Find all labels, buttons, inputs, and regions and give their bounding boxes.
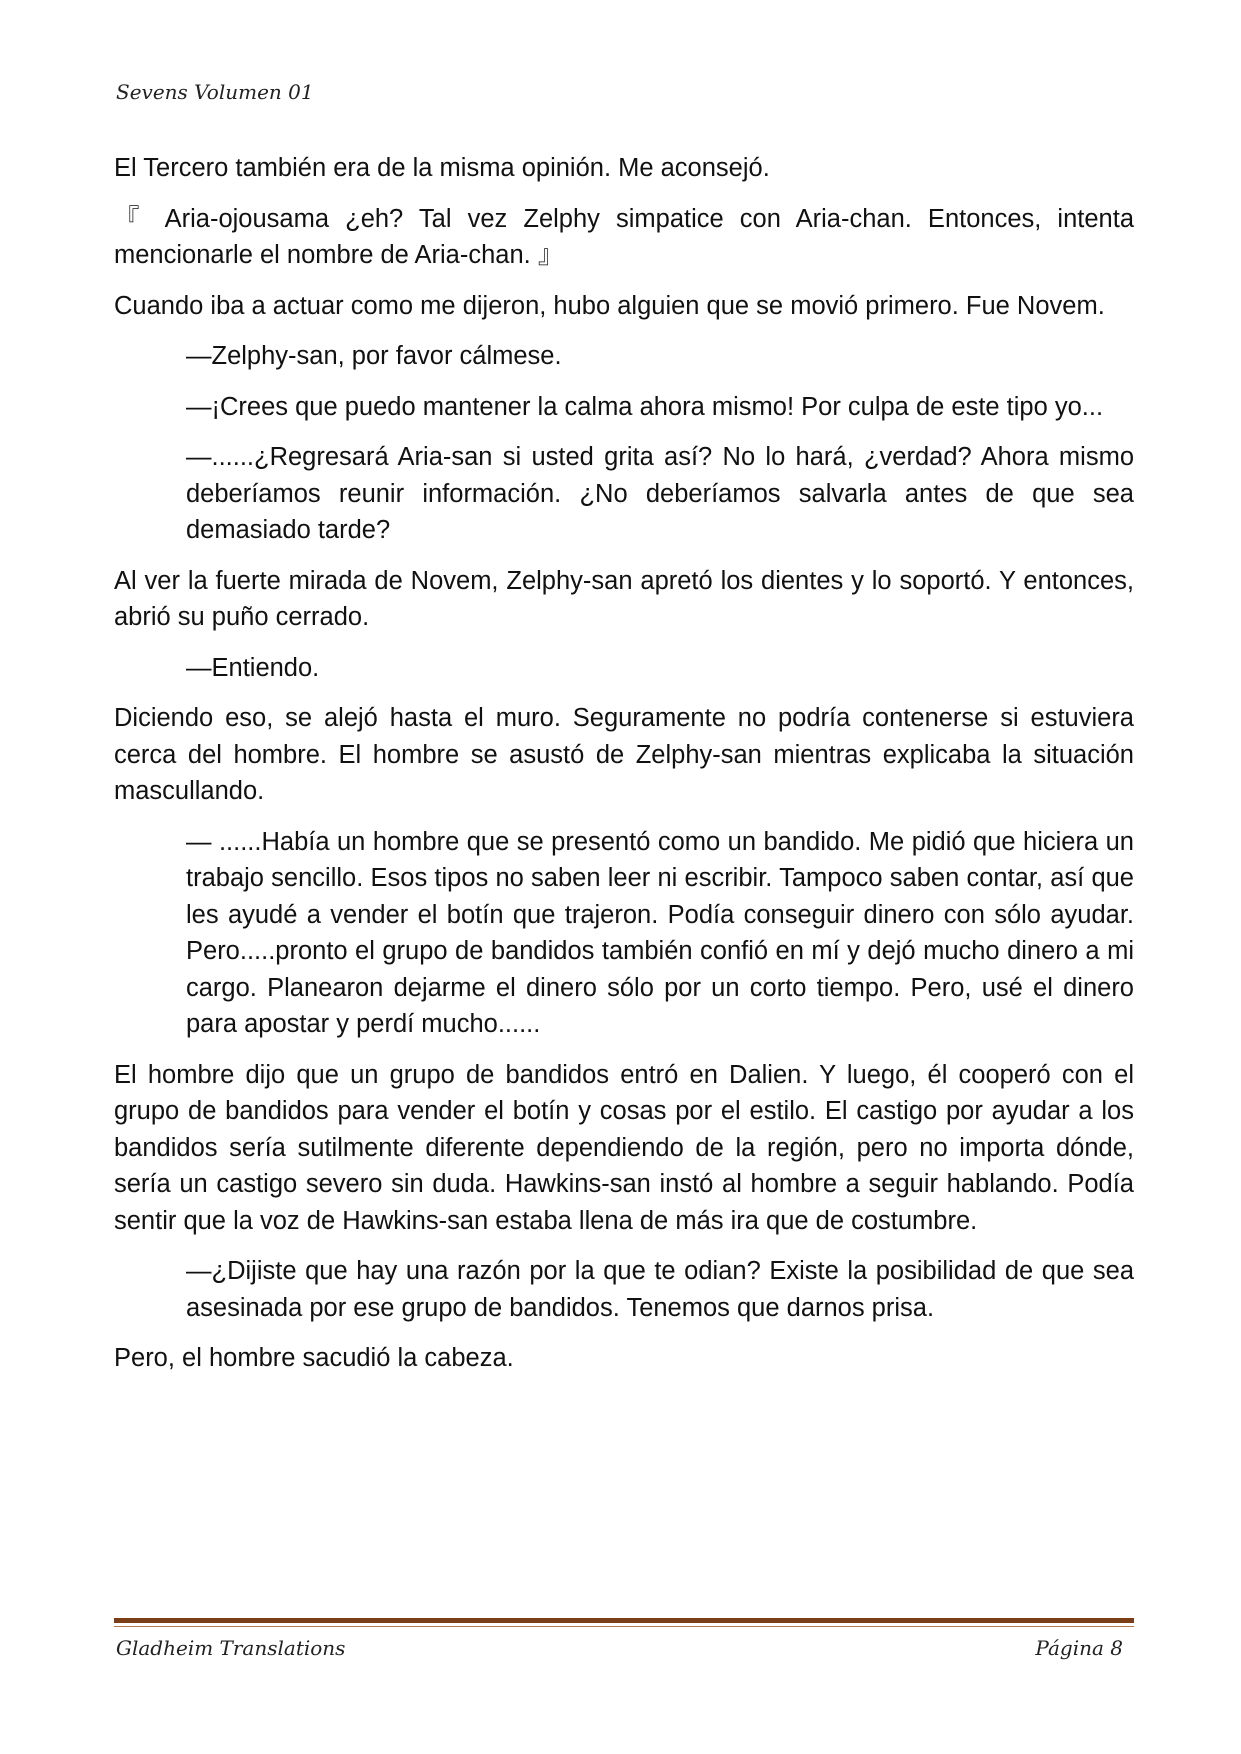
- footer-credit: Gladheim Translations: [116, 1636, 346, 1660]
- paragraph: Al ver la fuerte mirada de Novem, Zelphy-san apretó los dientes y lo soportó. Y entonces, abrió su puño cerrado.: [114, 566, 1134, 631]
- footer-rule: [114, 1618, 1134, 1623]
- dialogue-paragraph: —Zelphy-san, por favor cálmese.: [186, 342, 562, 370]
- page-number: Página 8: [1035, 1636, 1123, 1660]
- dialogue-paragraph: —¿Dijiste que hay una razón por la que te odian? Existe la posibilidad de que sea asesinada por ese grupo de bandidos. Tenemos que darnos prisa.: [186, 1257, 1134, 1322]
- dialogue-paragraph: — ......Había un hombre que se presentó como un bandido. Me pidió que hiciera un trabajo sencillo. Esos tipos no saben leer ni escribir. Tampoco saben contar, así que les ayudé a vender el botín que trajeron. Podía conseguir dinero con sólo ayudar. Pero.....pronto el grupo de bandidos también confió en mí y dejó mucho dinero a mi cargo. Planearon dejarme el dinero sólo por un corto tiempo. Pero, usé el dinero para apostar y perdí mucho......: [186, 827, 1134, 1038]
- paragraph: Diciendo eso, se alejó hasta el muro. Seguramente no podría contenerse si estuviera cerca del hombre. El hombre se asustó de Zelphy-san mientras explicaba la situación mascullando.: [114, 704, 1134, 805]
- dialogue-paragraph: —¡Crees que puedo mantener la calma ahora mismo! Por culpa de este tipo yo...: [186, 392, 1104, 421]
- paragraph: El Tercero también era de la misma opinión. Me aconsejó.: [114, 154, 770, 182]
- body-text: [114, 150, 1134, 1391]
- paragraph: 『 Aria-ojousama ¿eh? Tal vez Zelphy simpatice con Aria-chan. Entonces, intenta mencionarle el nombre de Aria-chan. 』: [114, 204, 1134, 269]
- paragraph: Cuando iba a actuar como me dijeron, hubo alguien que se movió primero. Fue Novem.: [114, 291, 1105, 320]
- paragraph: El hombre dijo que un grupo de bandidos entró en Dalien. Y luego, él cooperó con el grupo de bandidos para vender el botín y cosas por el estilo. El castigo por ayudar a los bandidos sería sutilmente diferente dependiendo de la región, pero no importa dónde, sería un castigo severo sin duda. Hawkins-san instó al hombre a seguir hablando. Podía sentir que la voz de Hawkins-san estaba llena de más ira que de costumbre.: [114, 1060, 1134, 1235]
- dialogue-paragraph: —Entiendo.: [186, 653, 320, 682]
- footer-rule-thin: [114, 1626, 1134, 1627]
- paragraph: Pero, el hombre sacudió la cabeza.: [114, 1344, 514, 1372]
- header-title: Sevens Volumen 01: [116, 80, 314, 104]
- dialogue-paragraph: —......¿Regresará Aria-san si usted grita así? No lo hará, ¿verdad? Ahora mismo deberíamos reunir información. ¿No deberíamos salvarla antes de que sea demasiado tarde?: [186, 443, 1134, 544]
